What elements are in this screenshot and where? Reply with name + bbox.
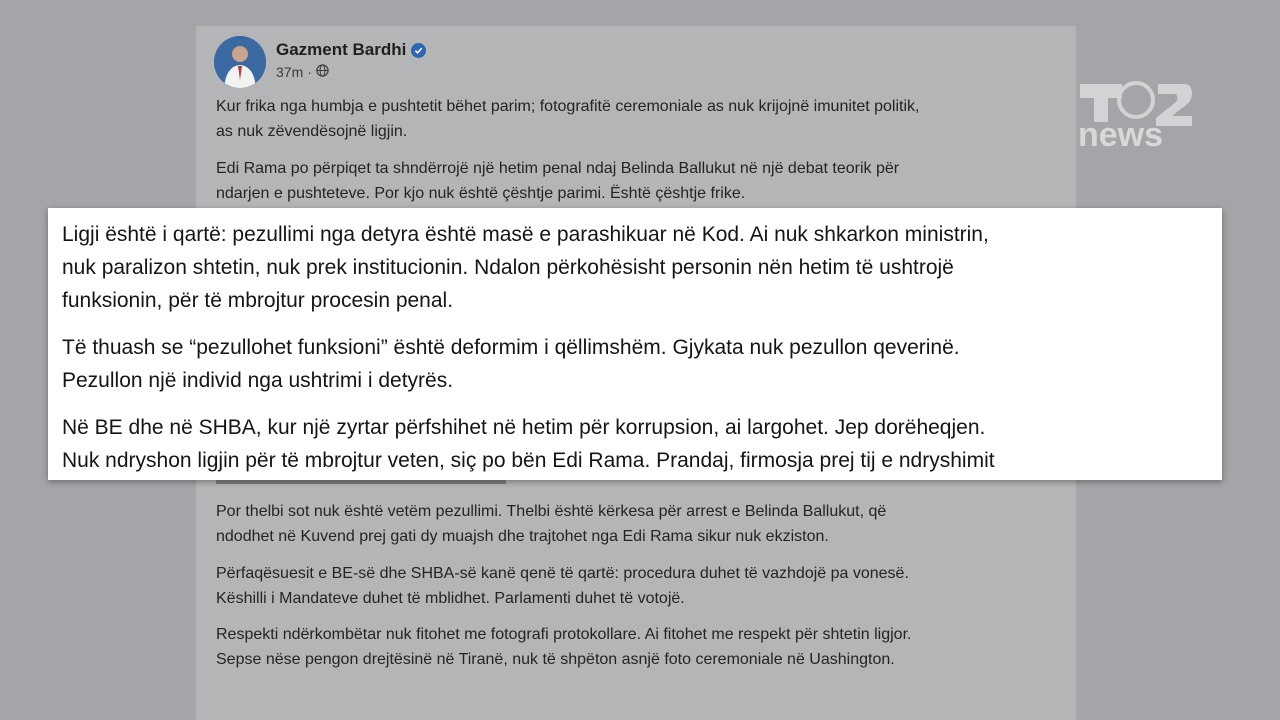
quote-paragraph-2 bbox=[62, 331, 1208, 397]
quote-p2-line-1: Të thuash se “pezullohet funksioni” është deformim i qëllimshëm. Gjykata nuk pezullon qeverinë. bbox=[62, 336, 960, 359]
author-avatar[interactable] bbox=[214, 36, 266, 88]
post-paragraph-2-line-1: Edi Rama po përpiqet ta shndërrojë një hetim penal ndaj Belinda Ballukut në një debat teorik për bbox=[216, 160, 900, 177]
post-paragraph-5-line-2: Sepse nëse pengon drejtësinë në Tiranë, nuk të shpëton asnjë foto ceremoniale në Uashington. bbox=[216, 651, 895, 668]
quote-p1-line-3: funksionin, për të mbrojtur procesin penal. bbox=[62, 289, 454, 312]
watermark-text: news bbox=[1078, 116, 1164, 154]
hidden-text-remnant bbox=[216, 478, 516, 488]
post-paragraph-1-line-1: Kur frika nga humbja e pushtetit bëhet parim; fotografitë ceremoniale as nuk krijojnë imunitet politik, bbox=[216, 98, 920, 115]
quote-p3-line-2: Nuk ndryshon ligjin për të mbrojtur veten, siç po bën Edi Rama. Prandaj, firmosja prej tij e ndryshimit bbox=[62, 449, 995, 472]
author-name-row bbox=[276, 40, 426, 60]
t2-news-watermark-logo bbox=[1076, 76, 1196, 156]
quote-p2-line-2: Pezullon një individ nga ushtrimi i detyrës. bbox=[62, 369, 454, 392]
quote-p3-line-1: Në BE dhe në SHBA, kur një zyrtar përfshihet në hetim për korrupsion, ai largohet. Jep dorëheqjen. bbox=[62, 416, 986, 439]
post-paragraph-1-line-2: as nuk zëvendësojnë ligjin. bbox=[216, 123, 408, 140]
post-meta bbox=[276, 64, 329, 80]
highlighted-quote-box bbox=[48, 208, 1222, 480]
post-paragraph-2-line-2: ndarjen e pushteteve. Por kjo nuk është çështje parimi. Është çështje frike. bbox=[216, 185, 746, 202]
post-paragraph-3-line-1: Por thelbi sot nuk është vetëm pezullimi. Thelbi është kërkesa për arrest e Belinda Ballukut, që bbox=[216, 503, 887, 520]
verified-badge-icon bbox=[411, 43, 426, 58]
meta-separator: · bbox=[307, 64, 312, 80]
post-paragraph-4-line-2: Këshilli i Mandateve duhet të mblidhet. Parlamenti duhet të votojë. bbox=[216, 590, 685, 607]
quote-paragraph-1 bbox=[62, 218, 1208, 317]
author-name[interactable]: Gazment Bardhi bbox=[276, 40, 407, 59]
quote-paragraph-3 bbox=[62, 411, 1208, 477]
quote-p1-line-1: Ligji është i qartë: pezullimi nga detyra është masë e parashikuar në Kod. Ai nuk shkarkon ministrin, bbox=[62, 223, 989, 246]
post-paragraph-4-line-1: Përfaqësuesit e BE-së dhe SHBA-së kanë qenë të qartë: procedura duhet të vazhdojë pa vonesë. bbox=[216, 565, 909, 582]
post-paragraph-5-line-1: Respekti ndërkombëtar nuk fitohet me fotografi protokollare. Ai fitohet me respekt për shtetin ligjor. bbox=[216, 626, 912, 643]
quote-p1-line-2: nuk paralizon shtetin, nuk prek institucionin. Ndalon përkohësisht personin nën hetim të ushtrojë bbox=[62, 256, 954, 279]
post-paragraph-3-line-2: ndodhet në Kuvend prej gati dy muajsh dhe trajtohet nga Edi Rama sikur nuk ekziston. bbox=[216, 528, 829, 545]
globe-icon bbox=[316, 64, 329, 80]
post-time[interactable]: 37m bbox=[276, 64, 304, 80]
